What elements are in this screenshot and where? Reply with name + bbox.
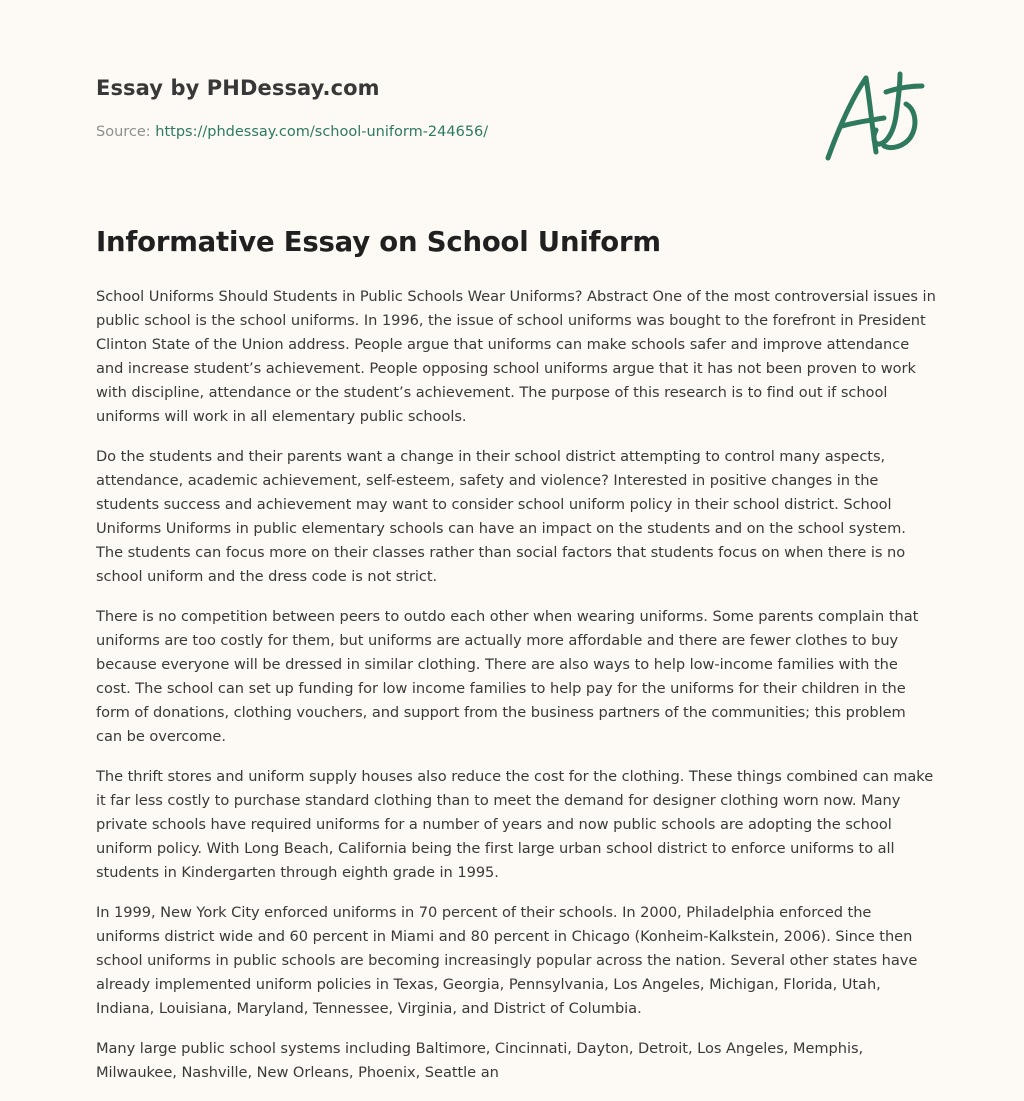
essay-paragraph: The thrift stores and uniform supply houses also reduce the cost for the clothing. These things combined can make it far less costly to purchase standard clothing than to meet the demand for designer clothing worn now. Many private schools have required uniforms for a number of years and now public schools are adopting the school uniform policy. With Long Beach, California being the first large urban school district to enforce uniforms to all students in Kindergarten through eighth grade in 1995. (96, 768, 934, 881)
source-line (96, 124, 488, 140)
a-plus-logo-icon (822, 68, 926, 164)
essay-title: Informative Essay on School Uniform (96, 226, 661, 258)
essay-paragraph: In 1999, New York City enforced uniforms in 70 percent of their schools. In 2000, Philadelphia enforced the uniforms district wide and 60 percent in Miami and 80 percent in Chicago (Konheim-Kalkstein, 2006). Since then school uniforms in public schools are becoming increasingly popular across the nation. Several other states have already implemented uniform policies in Texas, Georgia, Pennsylvania, Los Angeles, Michigan, Florida, Utah, Indiana, Louisiana, Maryland, Tennessee, Virginia, and District of Columbia. (96, 904, 918, 1017)
source-link[interactable]: https://phdessay.com/school-uniform-244656/ (155, 124, 489, 140)
essay-paragraph: School Uniforms Should Students in Public Schools Wear Uniforms? Abstract One of the most controversial issues in public school is the school uniforms. In 1996, the issue of school uniforms was bought to the forefront in President Clinton State of the Union address. People argue that uniforms can make schools safer and improve attendance and increase student’s achievement. People opposing school uniforms argue that it has not been proven to work with discipline, attendance or the student’s achievement. The purpose of this research is to find out if school uniforms will work in all elementary public schools. (96, 288, 936, 425)
source-label: Source: (96, 124, 156, 140)
essay-paragraph: Do the students and their parents want a change in their school district attempting to control many aspects, attendance, academic achievement, self-esteem, safety and violence? Interested in positive changes in the students success and achievement may want to consider school uniform policy in their school district. School Uniforms Uniforms in public elementary schools can have an impact on the students and on the school system. The students can focus more on their classes rather than social factors that students focus on when there is no school uniform and the dress code is not strict. (96, 448, 906, 585)
essay-paragraph: Many large public school systems including Baltimore, Cincinnati, Dayton, Detroit, Los Angeles, Memphis, Milwaukee, Nashville, New Orleans, Phoenix, Seattle an (96, 1040, 864, 1081)
site-title: Essay by PHDessay.com (96, 76, 380, 100)
essay-paragraph: There is no competition between peers to outdo each other when wearing uniforms. Some parents complain that uniforms are too costly for them, but uniforms are actually more affordable and there are fewer clothes to buy because everyone will be dressed in similar clothing. There are also ways to help low-income families with the cost. The school can set up funding for low income families to help pay for the uniforms for their children in the form of donations, clothing vouchers, and support from the business partners of the communities; this problem can be overcome. (96, 608, 919, 745)
essay-body (96, 285, 936, 1101)
